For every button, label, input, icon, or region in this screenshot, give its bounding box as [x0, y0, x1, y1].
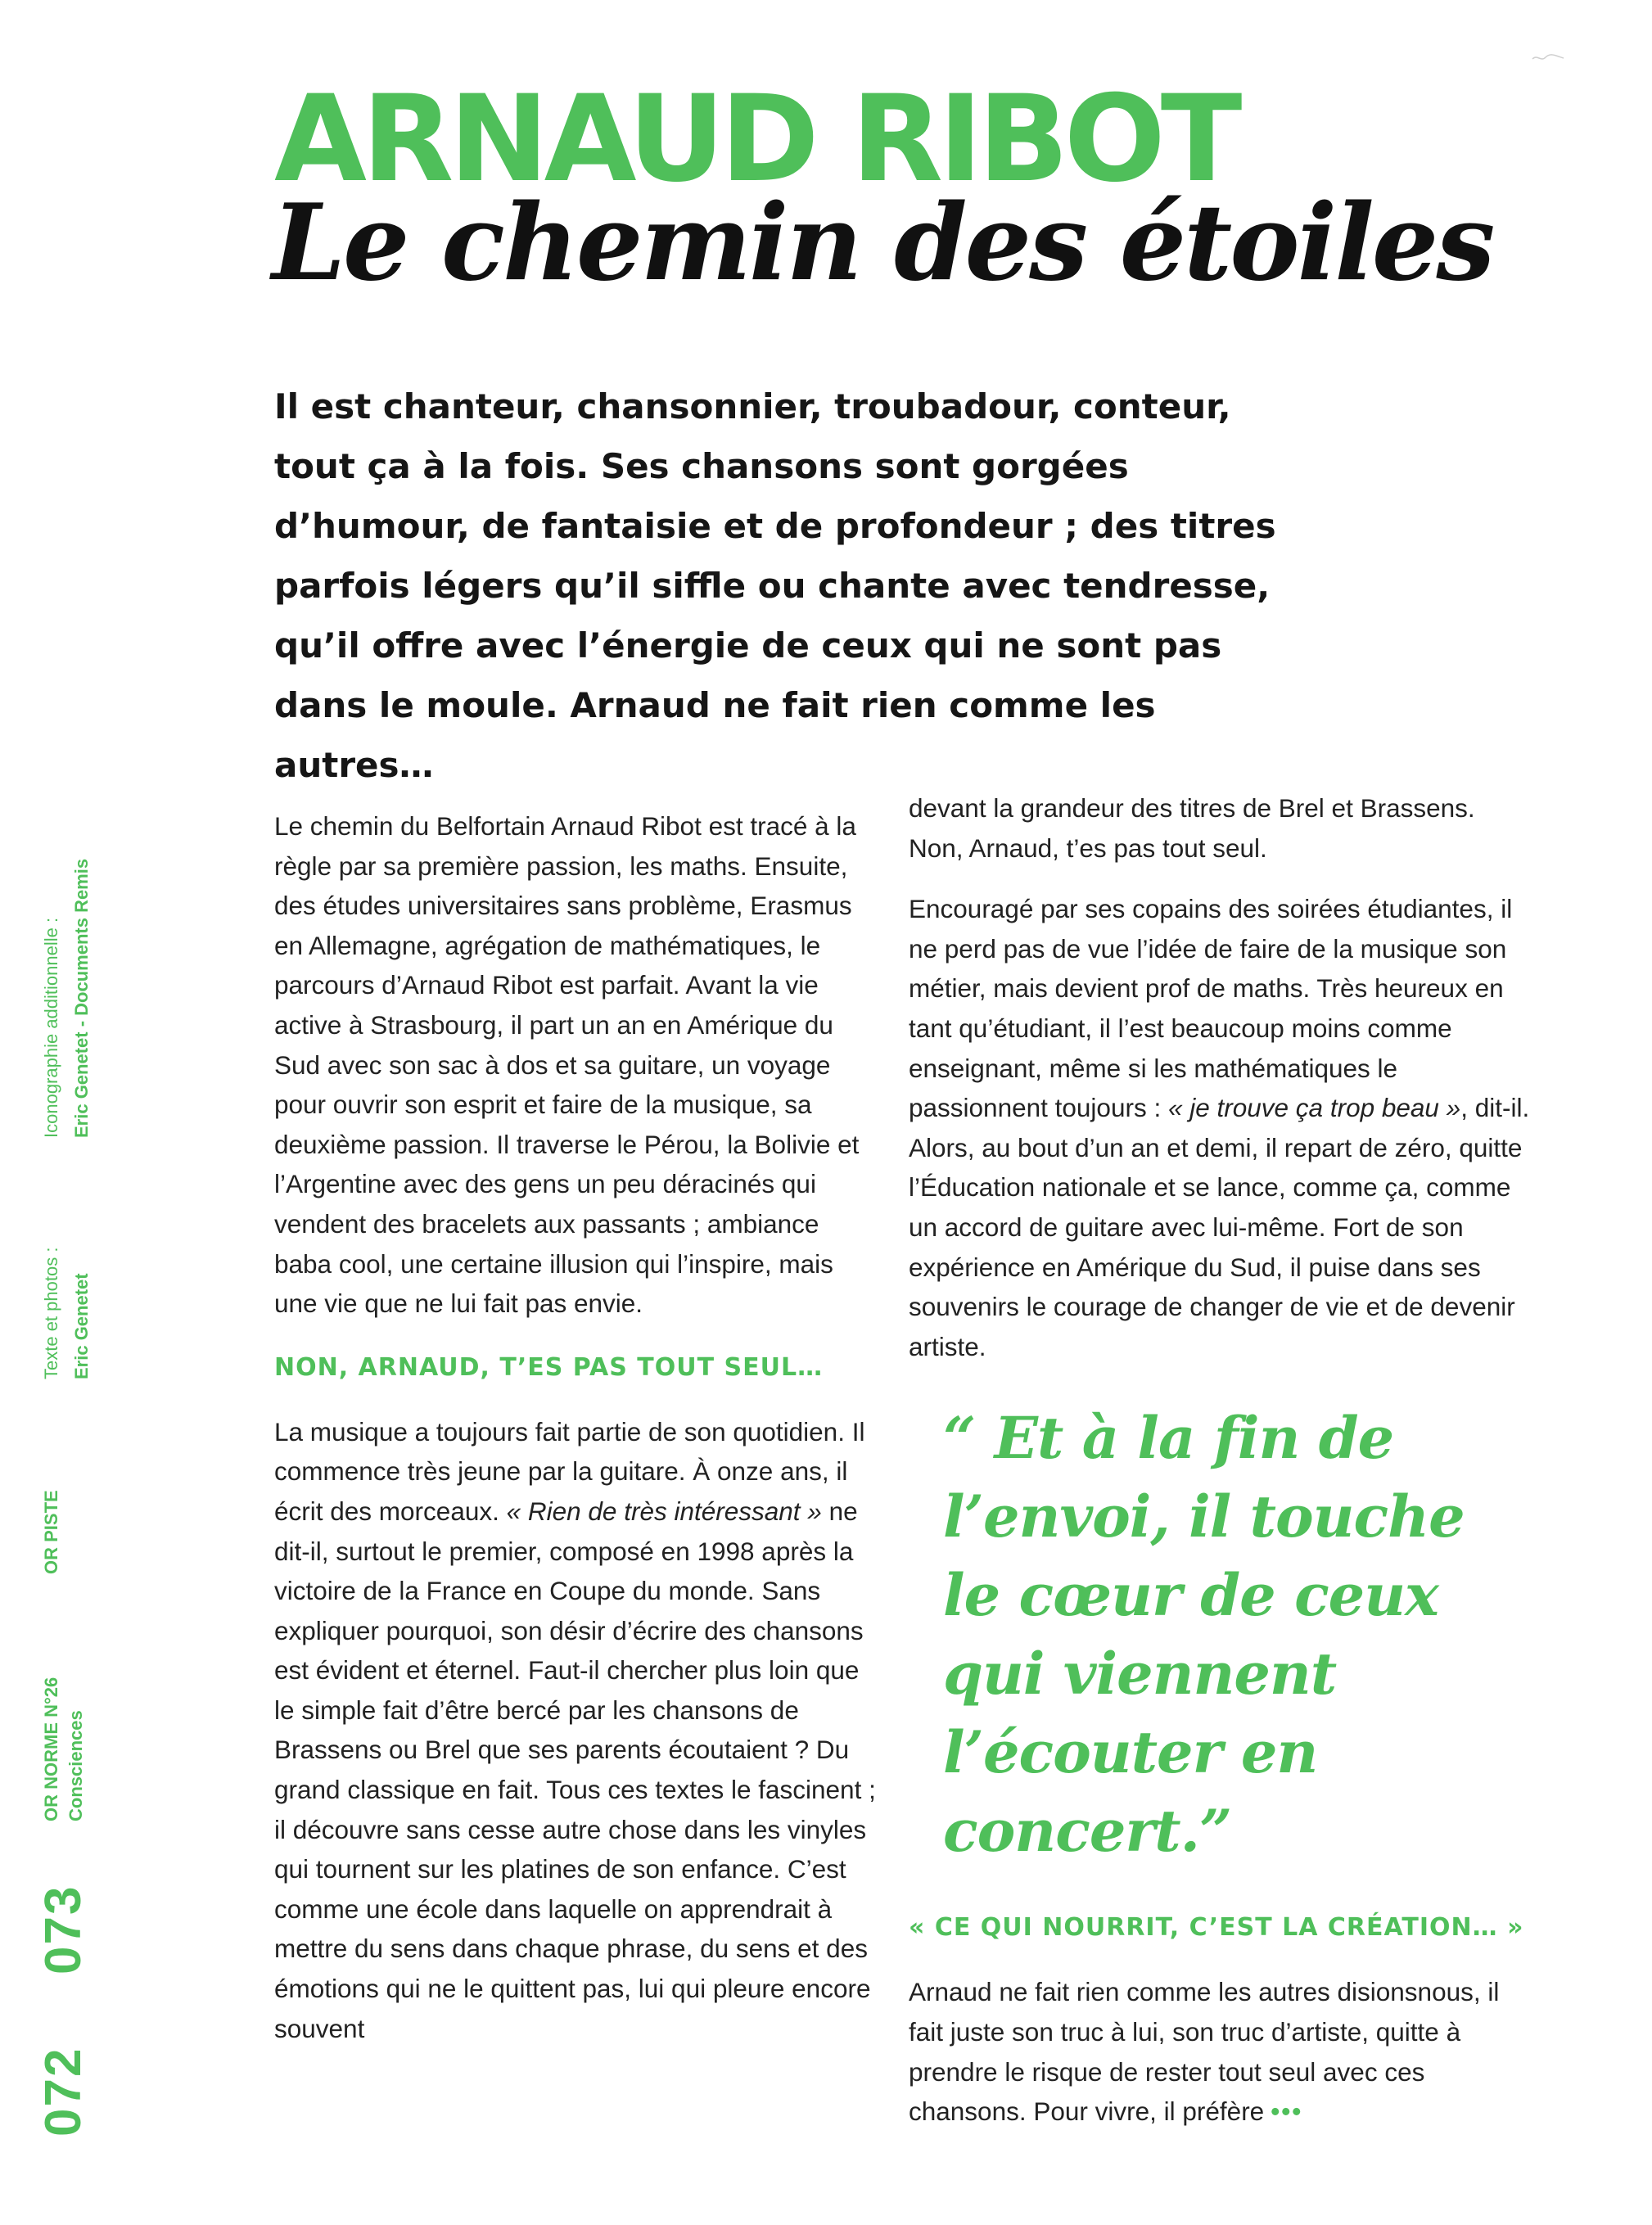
body-text: ne dit-il, surtout le premier, composé en 1998 après la victoire de la France en Coupe du monde. Sans expliquer pourquoi, son désir d’écrire des chansons est évident et éternel. Faut-il chercher plus loin que le simple fait d’être bercé par les chansons de Brassens ou Brel que ses parents écoutaient ? Du grand classique en fait. Tous ces textes le fascinent ; il découvre sans cesse autre chose dans les vinyles qui tournent sur les platines de son enfance. C’est comme une école dans laquelle on apprendrait à mettre du sens dans chaque phrase, du sens et des émotions qui ne le quittent pas, lui qui pleure encore souvent — [274, 1496, 876, 2043]
section-subhead: « CE QUI NOURRIT, C’EST LA CRÉATION… » — [909, 1913, 1524, 1943]
article-lead: Il est chanteur, chansonnier, troubadour, conteur, tout ça à la fois. Ses chansons sont gorgées d’humour, de fantaisie et de profondeur ; des titres parfois légers qu’il siffle ou chante avec tendresse, qu’il offre avec l’énergie de ceux qui ne sont pas dans le moule. Arnaud ne fait rien comme les autres… — [274, 386, 1276, 785]
credit-text-label: Texte et photos : — [41, 1247, 61, 1379]
left-column — [274, 806, 876, 2069]
article-subtitle: Le chemin des étoiles — [272, 182, 1493, 305]
body-paragraph — [909, 1972, 1531, 2131]
continued-marker: ••• — [1271, 2096, 1303, 2127]
credit-iconography-value: Eric Genetet - Documents Remis — [71, 858, 92, 1138]
body-paragraph — [274, 1412, 876, 2049]
body-text: Encouragé par ses copains des soirées étudiantes, il ne perd pas de vue l’idée de faire de la musique son métier, mais devient prof de maths. Très heureux en tant qu’étudiant, il l’est beaucoup moins comme enseignant, même si les mathématiques le passionnent toujours : — [909, 894, 1513, 1123]
credit-text-value: Eric Genetet — [71, 1273, 92, 1379]
body-paragraph: Le chemin du Belfortain Arnaud Ribot est tracé à la règle par sa première passion, les maths. Ensuite, des études universitaires sans problème, Erasmus en Allemagne, agrégation de mathématiques, le parcours d’Arnaud Ribot est parfait. Avant la vie active à Strasbourg, il part un an en Amérique du Sud avec son sac à dos et sa guitare, un voyage pour ouvrir son esprit et faire de la musique, sa deuxième passion. Il traverse le Pérou, la Bolivie et l’Argentine avec des gens un peu déracinés qui vendent des bracelets aux passants ; ambiance baba cool, une certaine illusion qui l’inspire, mais une vie que ne lui fait pas envie. — [274, 811, 860, 1319]
body-text: La musique a toujours fait partie de son quotidien. Il commence très jeune par la guitare. À onze ans, il écrit des morceaux. — [274, 1416, 865, 1526]
scan-mark-icon — [1531, 51, 1565, 64]
pull-quote: “ Et à la fin de l’envoi, il touche le cœur de ceux qui viennent l’écouter en concert.” — [943, 1404, 1465, 1866]
credit-iconography-label: Iconographie additionnelle : — [41, 917, 61, 1138]
page-number-right: 073 — [35, 1884, 92, 1975]
right-column — [909, 788, 1531, 2153]
magazine-name: OR NORME N°26 — [41, 1677, 61, 1821]
page-number-left: 072 — [35, 2047, 92, 2137]
section-name: OR PISTE — [41, 1490, 61, 1574]
inline-quote: « Rien de très intéressant » — [506, 1496, 822, 1526]
issue-theme: Consciences — [65, 1710, 86, 1821]
article-title: ARNAUD RIBOT — [274, 70, 1238, 209]
section-subhead: NON, ARNAUD, T’ES PAS TOUT SEUL… — [274, 1352, 824, 1382]
body-paragraph — [909, 889, 1531, 1366]
body-paragraph: devant la grandeur des titres de Brel et Brassens. Non, Arnaud, t’es pas tout seul. — [909, 793, 1475, 863]
body-text: , dit-il. Alors, au bout d’un an et demi, il repart de zéro, quitte l’Éducation nationale et se lance, comme ça, comme un accord de guitare avec lui-même. Fort de son expérience en Amérique du Sud, il puise dans ses souvenirs le courage de changer de vie et de devenir artiste. — [909, 1093, 1530, 1361]
inline-quote: « je trouve ça trop beau » — [1167, 1093, 1461, 1123]
body-text: Arnaud ne fait rien comme les autres disionsnous, il fait juste son truc à lui, son truc d’artiste, quitte à prendre le risque de rester tout seul avec ces chansons. Pour vivre, il préfère — [909, 1977, 1500, 2127]
